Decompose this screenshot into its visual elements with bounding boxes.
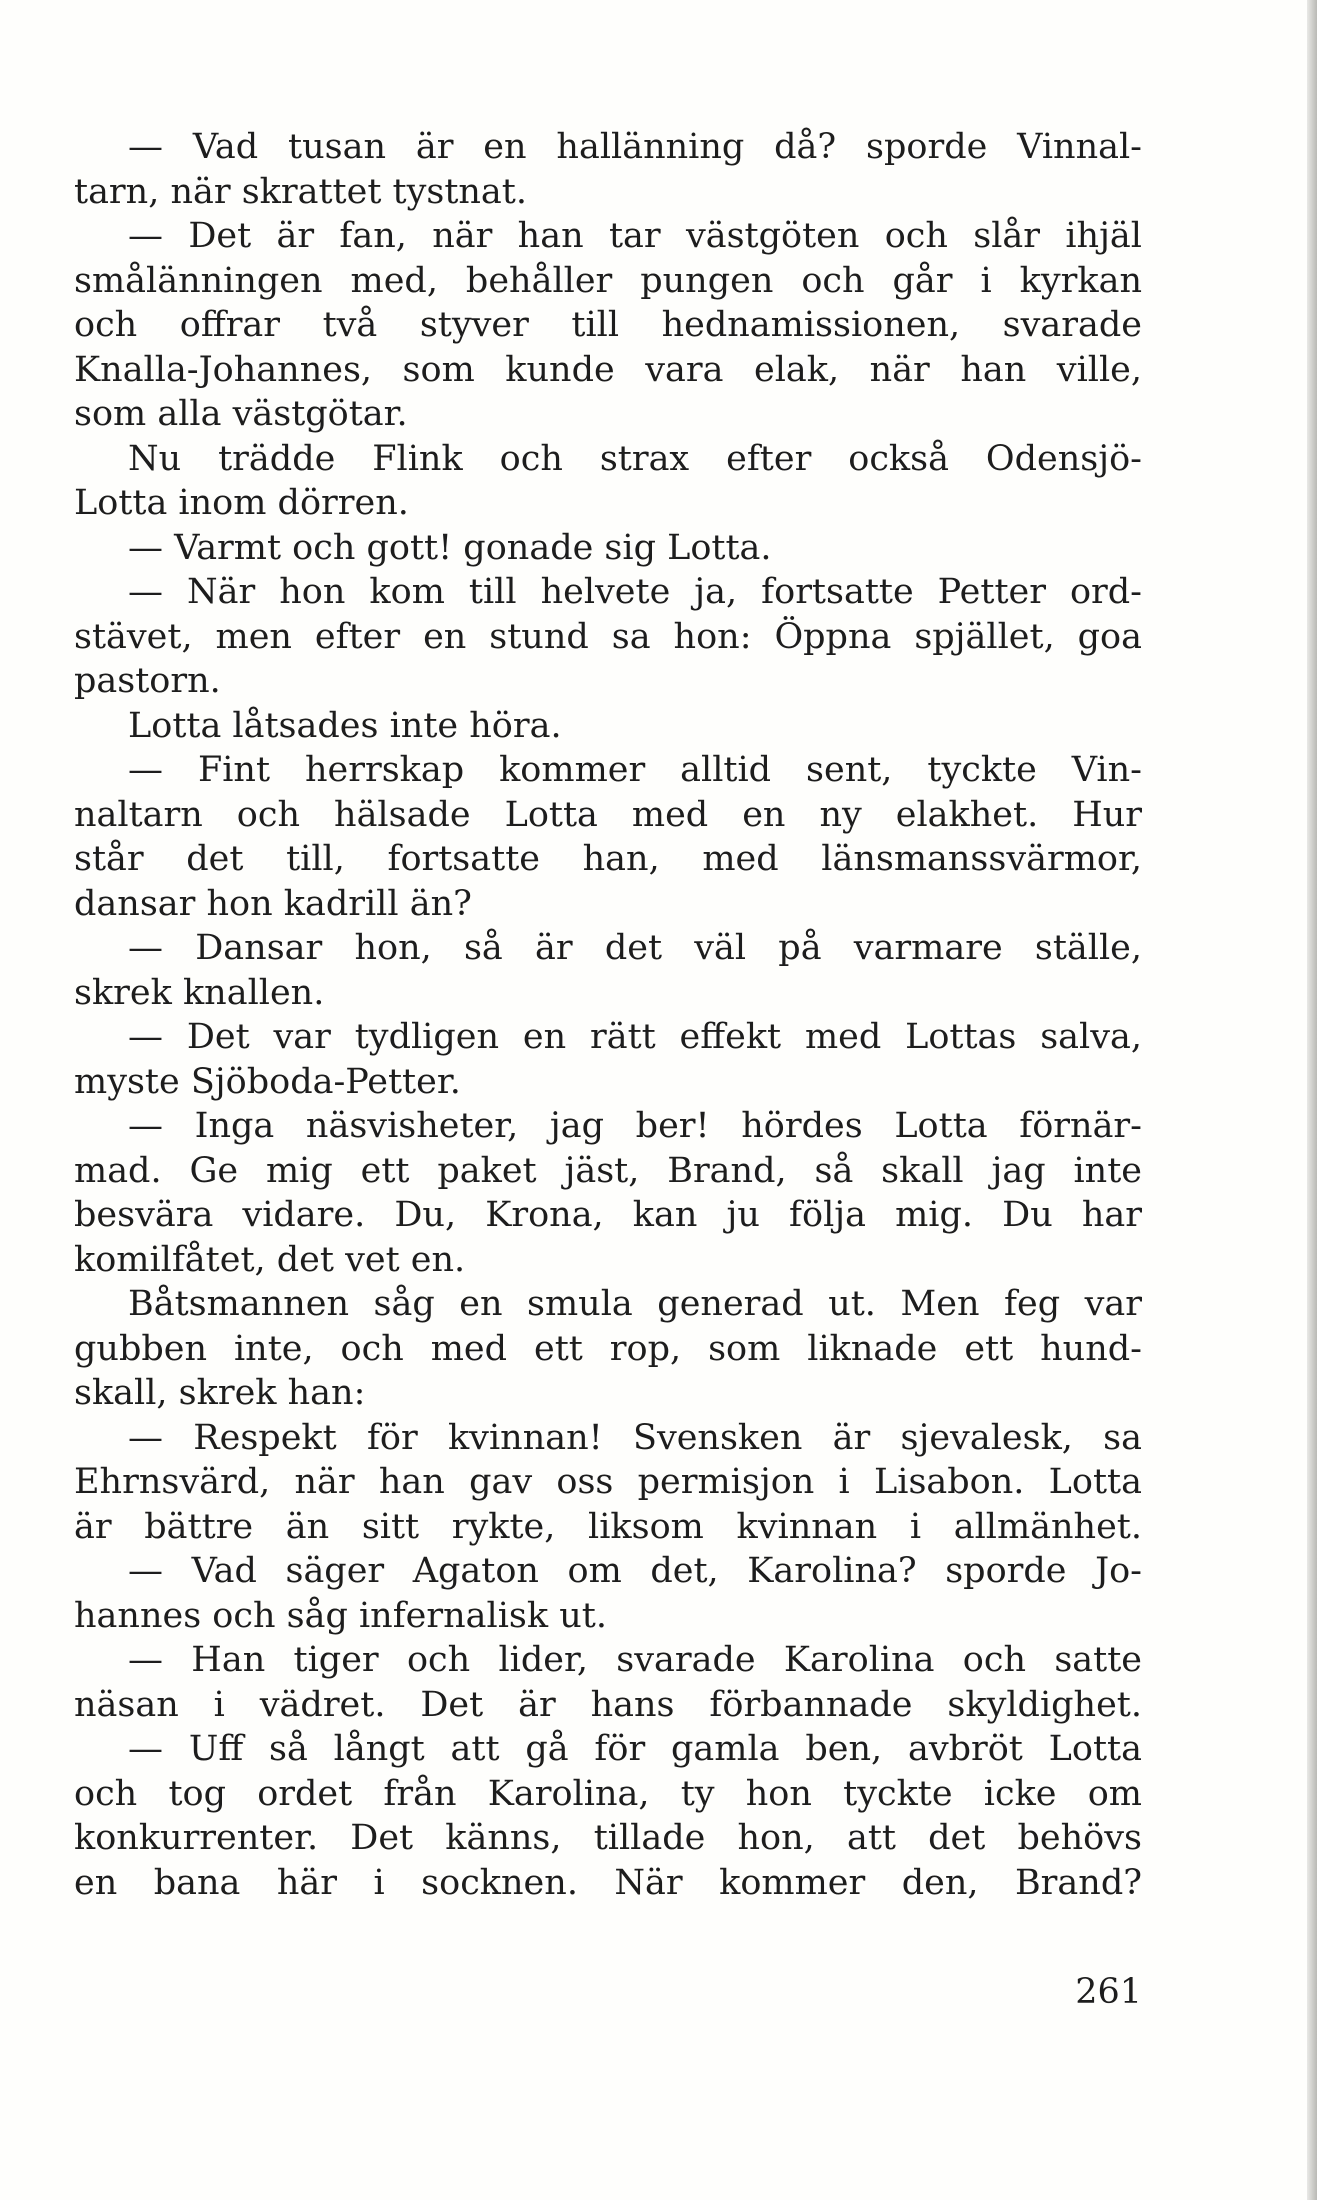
text-line: besvära vidare. Du, Krona, kan ju följa mig. Du har <box>74 1195 1142 1235</box>
text-line: mad. Ge mig ett paket jäst, Brand, så skall jag inte <box>74 1150 1142 1191</box>
text-line: Lotta låtsades inte höra. <box>128 705 562 746</box>
text-line: — När hon kom till helvete ja, fortsatte Petter ord- <box>128 572 1142 612</box>
text-line: — Varmt och gott! gonade sig Lotta. <box>128 527 772 568</box>
text-line: näsan i vädret. Det är hans förbannade skyldighet. <box>74 1684 1142 1725</box>
text-line: Lotta inom dörren. <box>74 483 409 523</box>
text-line: en bana här i socknen. När kommer den, Brand? <box>74 1862 1142 1903</box>
text-line: skall, skrek han: <box>74 1373 366 1413</box>
text-line: — Det var tydligen en rätt effekt med Lottas salva, <box>128 1017 1142 1057</box>
text-line: — Dansar hon, så är det väl på varmare ställe, <box>128 928 1142 968</box>
text-line: tarn, när skrattet tystnat. <box>74 171 527 212</box>
text-line: Ehrnsvärd, när han gav oss permisjon i Lisabon. Lotta <box>74 1462 1142 1502</box>
text-line: gubben inte, och med ett rop, som liknade ett hund- <box>74 1328 1142 1369</box>
text-line: — Inga näsvisheter, jag ber! hördes Lotta förnär- <box>128 1106 1142 1146</box>
text-line: — Uff så långt att gå för gamla ben, avbröt Lotta <box>128 1729 1142 1769</box>
text-line: och offrar två styver till hednamissionen, svarade <box>74 305 1142 345</box>
text-line: Båtsmannen såg en smula generad ut. Men feg var <box>128 1284 1142 1324</box>
text-line: naltarn och hälsade Lotta med en ny elakhet. Hur <box>74 794 1142 835</box>
text-line: konkurrenter. Det känns, tillade hon, att det behövs <box>74 1818 1142 1858</box>
text-line: står det till, fortsatte han, med länsmanssvärmor, <box>74 839 1142 879</box>
text-line: hannes och såg infernalisk ut. <box>74 1595 607 1636</box>
text-line: Nu trädde Flink och strax efter också Odensjö- <box>128 438 1142 479</box>
page-number: 261 <box>1075 1972 1142 2012</box>
text-line: stävet, men efter en stund sa hon: Öppna spjället, goa <box>74 616 1142 657</box>
text-line: och tog ordet från Karolina, ty hon tyckte icke om <box>74 1773 1142 1814</box>
text-line: — Fint herrskap kommer alltid sent, tyckte Vin- <box>128 750 1142 790</box>
text-line: som alla västgötar. <box>74 394 408 434</box>
body-text <box>74 125 1142 1905</box>
text-line: är bättre än sitt rykte, liksom kvinnan i allmänhet. <box>74 1506 1142 1547</box>
text-line: smålänningen med, behåller pungen och går i kyrkan <box>74 260 1142 301</box>
text-line: skrek knallen. <box>74 972 325 1013</box>
text-line: Knalla-Johannes, som kunde vara elak, när han ville, <box>74 349 1142 390</box>
text-line: pastorn. <box>74 661 221 701</box>
text-line: — Respekt för kvinnan! Svensken är sjevalesk, sa <box>128 1417 1142 1458</box>
scan-edge-shadow <box>1307 0 1317 2200</box>
text-line: komilfåtet, det vet en. <box>74 1239 466 1280</box>
text-line: myste Sjöboda-Petter. <box>74 1061 461 1102</box>
text-line: — Han tiger och lider, svarade Karolina och satte <box>128 1640 1142 1680</box>
text-line: — Vad säger Agaton om det, Karolina? sporde Jo- <box>128 1551 1142 1591</box>
text-line: dansar hon kadrill än? <box>74 883 472 924</box>
text-line: — Vad tusan är en hallänning då? sporde Vinnal- <box>128 127 1142 167</box>
text-line: — Det är fan, när han tar västgöten och slår ihjäl <box>128 216 1142 256</box>
